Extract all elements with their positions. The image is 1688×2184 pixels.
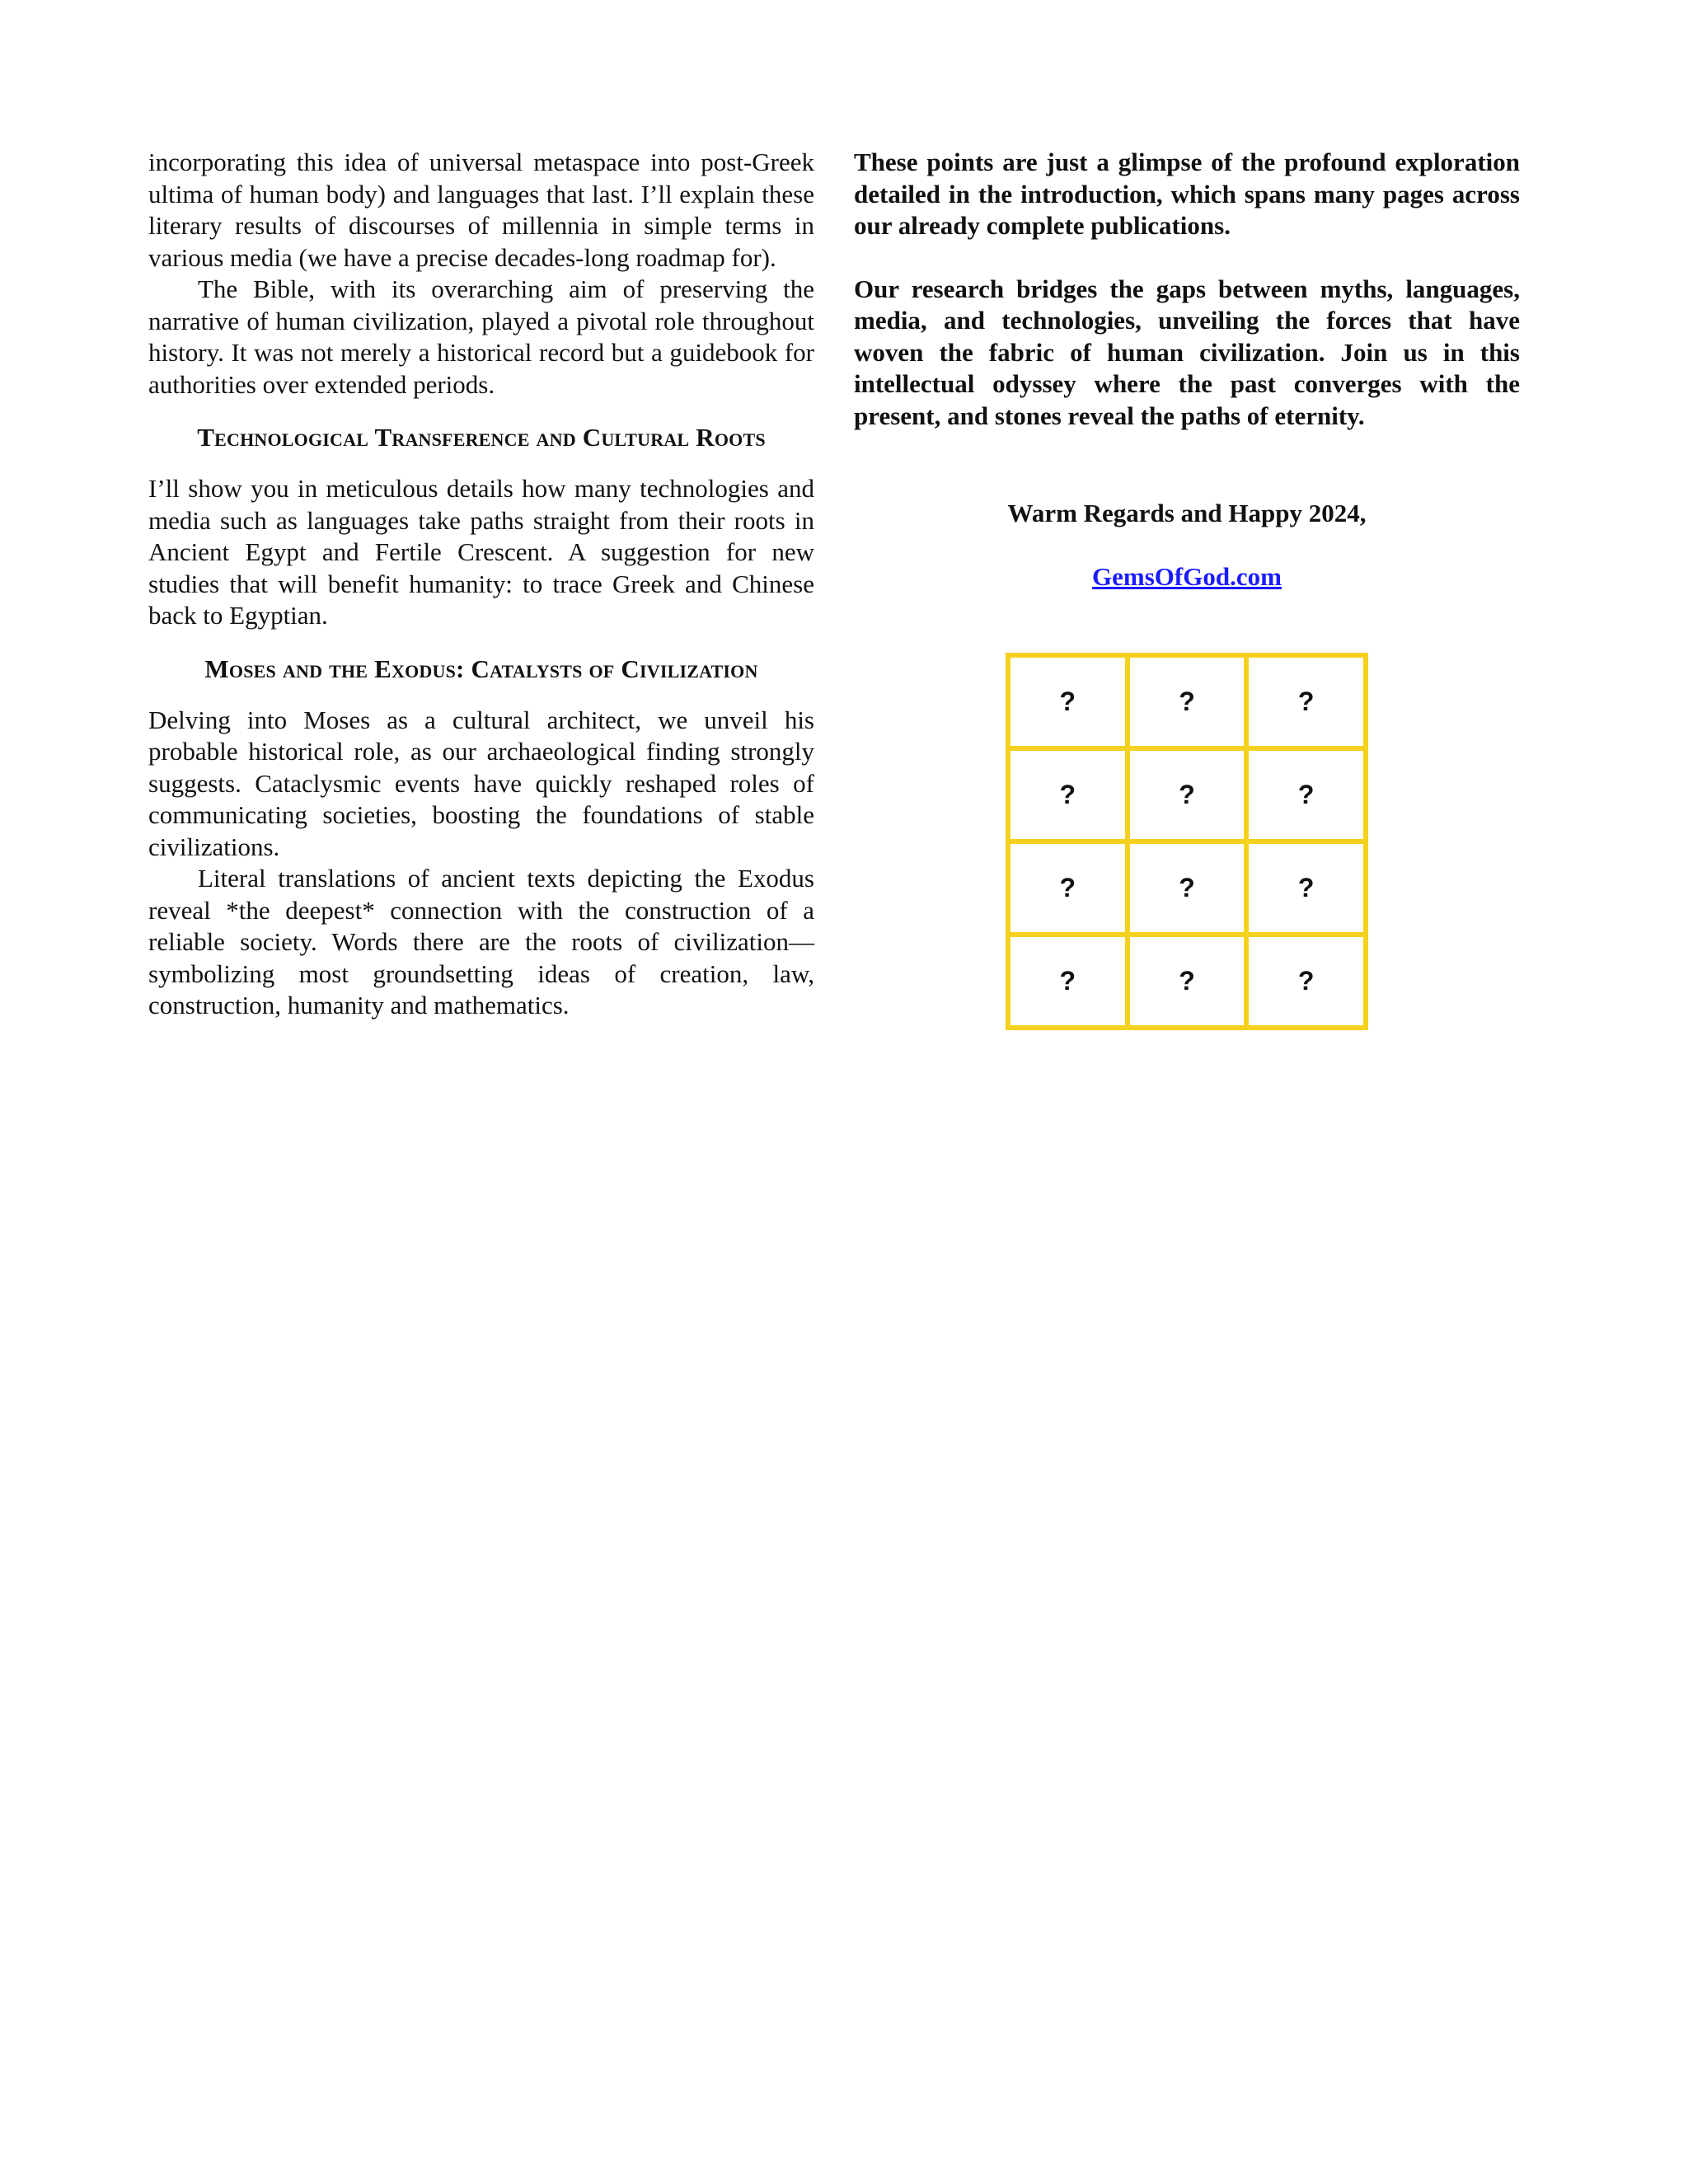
puzzle-cell: ? xyxy=(1246,841,1366,935)
puzzle-cell: ? xyxy=(1008,841,1128,935)
puzzle-grid xyxy=(1006,653,1368,1030)
puzzle-cell: ? xyxy=(1008,935,1128,1028)
puzzle-row xyxy=(1008,841,1366,935)
puzzle-cell: ? xyxy=(1128,655,1247,748)
puzzle-cell: ? xyxy=(1128,935,1247,1028)
right-column xyxy=(854,147,1520,593)
left-paragraph-4: Delving into Moses as a cultural architect, we unveil his probable historical role, as our archaeological finding strongly suggests. Cataclysmic events have quickly reshaped roles of communicating societies, boosting the foundations of stable civilizations. xyxy=(148,705,814,861)
left-paragraph-2: The Bible, with its overarching aim of preserving the narrative of human civilization, played a pivotal role throughout history. It was not merely a historical record but a guidebook for authorities over extended periods. xyxy=(148,274,814,399)
right-paragraph-1: These points are just a glimpse of the profound exploration detailed in the introduction, which spans many pages across our already complete publications. xyxy=(854,148,1520,240)
left-paragraph-3: I’ll show you in meticulous details how many technologies and media such as languages take paths straight from their roots in Ancient Egypt and Fertile Crescent. A suggestion for new studies that will benefit humanity: to trace Greek and Chinese back to Egyptian. xyxy=(148,474,814,630)
right-paragraph-2: Our research bridges the gaps between myths, languages, media, and technologies, unveiling the forces that have woven the fabric of human civilization. Join us in this intellectual odyssey where the past converges with the present, and stones reveal the paths of eternity. xyxy=(854,274,1520,430)
puzzle-cell: ? xyxy=(1246,655,1366,748)
puzzle-cell: ? xyxy=(1128,841,1247,935)
puzzle-cell: ? xyxy=(1008,748,1128,841)
left-paragraph-1: incorporating this idea of universal metaspace into post-Greek ultima of human body) and languages that last. I’ll explain these literary results of discourses of millennia in simple terms in various media (we have a precise decades-long roadmap for). xyxy=(148,148,814,272)
closing-greeting: Warm Regards and Happy 2024, xyxy=(1007,499,1367,527)
puzzle-cell: ? xyxy=(1246,748,1366,841)
puzzle-row xyxy=(1008,935,1366,1028)
section-heading-technological: Technological Transference and Cultural Roots xyxy=(197,423,766,452)
puzzle-row xyxy=(1008,748,1366,841)
website-link[interactable]: GemsOfGod.com xyxy=(1092,561,1282,591)
puzzle-cell: ? xyxy=(1128,748,1247,841)
paragraph-gap xyxy=(854,242,1520,274)
section-heading-moses: Moses and the Exodus: Catalysts of Civilization xyxy=(204,654,758,683)
website-link-wrapper xyxy=(854,561,1520,593)
puzzle-cell: ? xyxy=(1246,935,1366,1028)
left-column xyxy=(148,147,814,1022)
puzzle-row xyxy=(1008,655,1366,748)
left-paragraph-5: Literal translations of ancient texts depicting the Exodus reveal *the deepest* connection with the construction of a reliable society. Words there are the roots of civilization—symbolizing most groundsetting ideas of creation, law, construction, humanity and mathematics. xyxy=(148,864,814,1019)
puzzle-cell: ? xyxy=(1008,655,1128,748)
